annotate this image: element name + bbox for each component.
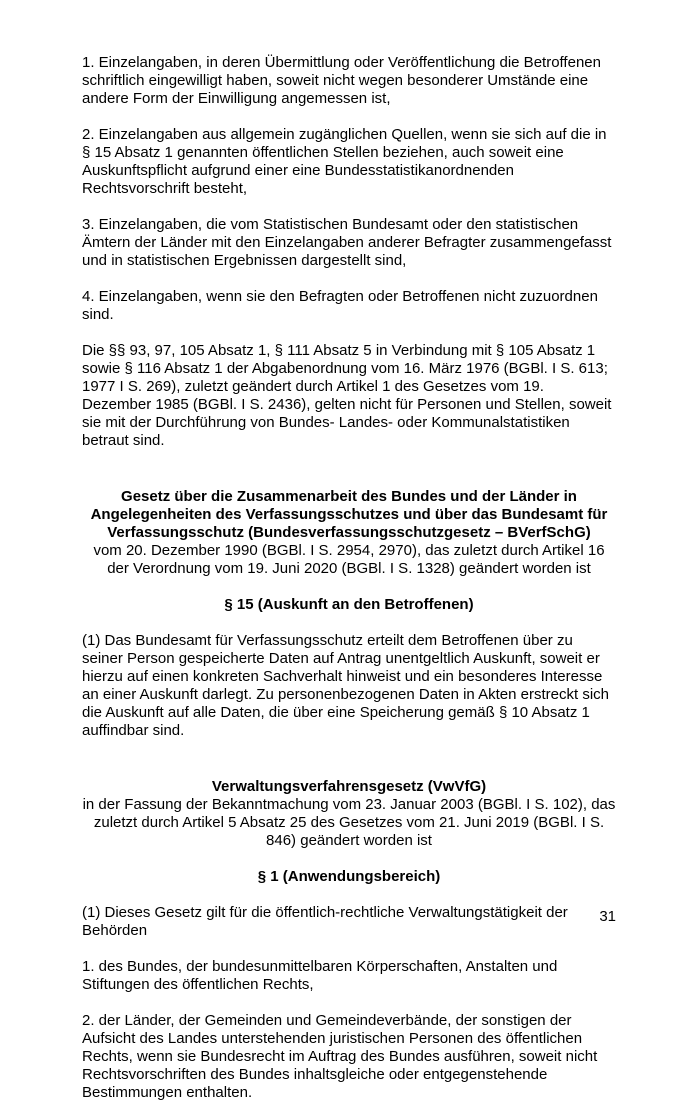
law-title-bverfschg: Gesetz über die Zusammenarbeit des Bundes und der Länder in Angelegenheiten des Verfassungsschutzes und über das Bundesamt für Verfassungsschutz (Bundesverfassungsschutzgesetz – BVerfSchG) <box>90 488 608 541</box>
law-subtitle-vwvfg: in der Fassung der Bekanntmachung vom 23. Januar 2003 (BGBl. I S. 102), das zuletzt durch Artikel 5 Absatz 25 des Gesetzes vom 21. Juni 2019 (BGBl. I S. 846) geändert worden ist <box>82 796 616 849</box>
paragraph-auskunft: (1) Das Bundesamt für Verfassungsschutz erteilt dem Betroffenen über zu seiner Person gespeicherte Daten auf Antrag unentgeltlich Auskunft, soweit er hierzu auf einen konkreten Sachverhalt hinweist und ein besonderes Interesse an einer Auskunft darlegt. Zu personenbezogenen Daten in Akten erstreckt sich die Auskunft auf alle Daten, die über eine Speicherung gemäß § 10 Absatz 1 auffindbar sind. <box>82 632 609 739</box>
document-page <box>82 54 616 1102</box>
law-title-vwvfg: Verwaltungsverfahrensgesetz (VwVfG) <box>211 778 487 795</box>
section-title-15: § 15 (Auskunft an den Betroffenen) <box>224 596 474 613</box>
law-heading-bverfschg <box>82 488 616 578</box>
paragraph-item-2: 2. Einzelangaben aus allgemein zugänglichen Quellen, wenn sie sich auf die in § 15 Absatz 1 genannten öffentlichen Stellen beziehen, auch soweit eine Auskunftspflicht aufgrund einer eine Bundesstatistikanordnenden Rechtsvorschrift besteht, <box>82 126 607 197</box>
paragraph-item-3: 3. Einzelangaben, die vom Statistischen Bundesamt oder den statistischen Ämtern der Länder mit den Einzelangaben anderer Befragter zusammengefasst und in statistischen Ergebnissen dargestellt sind, <box>82 216 612 269</box>
paragraph-bund: 1. des Bundes, der bundesunmittelbaren Körperschaften, Anstalten und Stiftungen des öffentlichen Rechts, <box>82 958 558 993</box>
paragraph-anwendung: (1) Dieses Gesetz gilt für die öffentlich-rechtliche Verwaltungstätigkeit der Behörden <box>82 904 568 939</box>
law-subtitle-bverfschg: vom 20. Dezember 1990 (BGBl. I S. 2954, 2970), das zuletzt durch Artikel 16 der Verordnung vom 19. Juni 2020 (BGBl. I S. 1328) geändert worden ist <box>93 542 605 577</box>
paragraph-item-4: 4. Einzelangaben, wenn sie den Befragten oder Betroffenen nicht zuzuordnen sind. <box>82 288 598 323</box>
law-heading-vwvfg <box>82 778 616 850</box>
paragraph-abgabenordnung: Die §§ 93, 97, 105 Absatz 1, § 111 Absatz 5 in Verbindung mit § 105 Absatz 1 sowie § 116 Absatz 1 der Abgabenordnung vom 16. März 1976 (BGBl. I S. 613; 1977 I S. 269), zuletzt geändert durch Artikel 1 des Gesetzes vom 19. Dezember 1985 (BGBl. I S. 2436), gelten nicht für Personen und Stellen, soweit sie mit der Durchführung von Bundes- Landes- oder Kommunalstatistiken betraut sind. <box>82 342 612 449</box>
page-number: 31 <box>599 908 616 925</box>
paragraph-item-1: 1. Einzelangaben, in deren Übermittlung oder Veröffentlichung die Betroffenen schriftlich eingewilligt haben, soweit nicht wegen besonderer Umstände eine andere Form der Einwilligung angemessen ist, <box>82 54 601 107</box>
paragraph-laender: 2. der Länder, der Gemeinden und Gemeindeverbände, der sonstigen der Aufsicht des Landes unterstehenden juristischen Personen des öffentlichen Rechts, wenn sie Bundesrecht im Auftrag des Bundes ausführen, soweit nicht Rechtsvorschriften des Bundes inhaltsgleiche oder entgegenstehende Bestimmungen enthalten. <box>82 1012 598 1101</box>
section-title-1: § 1 (Anwendungsbereich) <box>257 868 441 885</box>
